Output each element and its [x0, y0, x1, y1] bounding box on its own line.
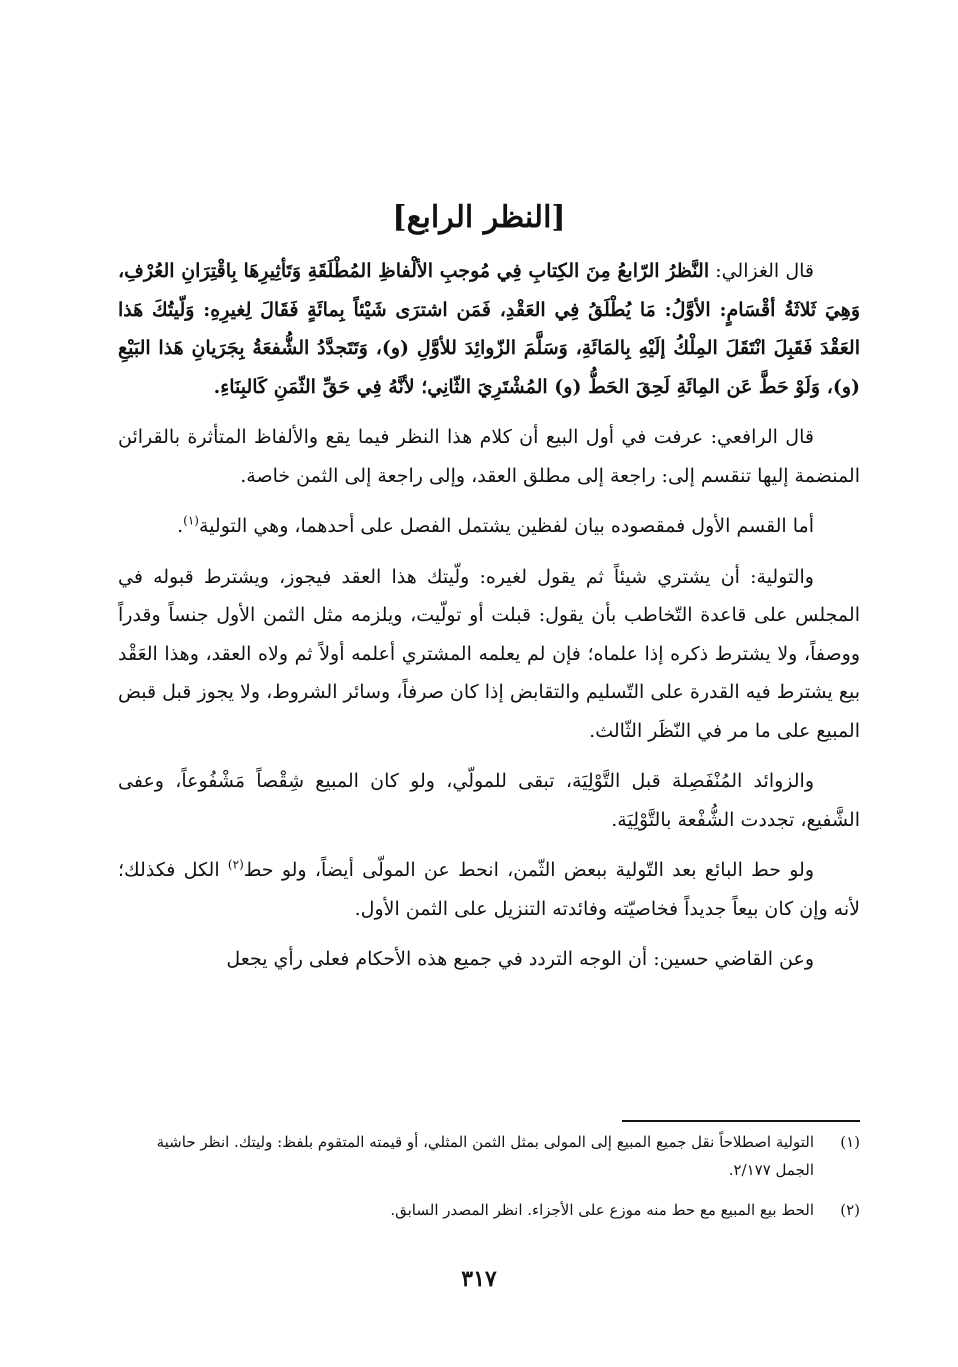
- footnote-number: (٢): [840, 1201, 860, 1219]
- paragraph-text: ولو حط البائع بعد التّولية ببعض الثّمن، انحط عن المولّى أيضاً، ولو حط: [243, 859, 815, 881]
- paragraph: [118, 851, 860, 928]
- paragraph-text: أما القسم الأول فمقصوده بيان لفظين يشتمل الفصل على أحدهما، وهي التولية: [198, 515, 814, 537]
- paragraph-text-tail: .: [177, 515, 184, 537]
- footnote-ref[interactable]: (١): [183, 513, 199, 528]
- paragraph-text: والتولية: أن يشتري شيئاً ثم يقول لغيره: ولّيتك هذا العقد فيجوز، ويشترط قبوله في المجلس على قاعدة التّخاطب بأن يقول: قبلت أو تولّيت، ويلزمه مثل الثمن الأول جنساً وقدراً ووصفاً، ولا يشترط ذكره إذا علماه؛ فإن لم يعلمه المشتري أعلمه أولاً ثم ولاه العقد، وهذا العَقْد بيع يشترط فيه القدرة على التّسليم والتقابض إذا كان صرفاً، وسائر الشروط، ولا يجوز قبل قبض المبيع على ما مر في النّظَر الثّالث.: [118, 565, 860, 742]
- paragraph: [118, 418, 860, 495]
- paragraph-text-tail: الكل فكذلك؛ لأنه وإن كان بيعاً جديداً فخاصيّته وفائدته التنزيل على الثمن الأول.: [118, 859, 860, 920]
- paragraph: [118, 762, 860, 839]
- paragraph: [118, 940, 860, 979]
- footnote-ref[interactable]: (٢): [227, 857, 244, 872]
- speaker-label: قال الغزالي:: [709, 260, 814, 282]
- paragraph: [118, 558, 860, 751]
- paragraph-text: والزوائد المُنْفَصِلة قبل التَّوْلِيَة، تبقى للمولّي، ولو كان المبيع شِقْصاً مَشْفُوعاً، وعفى الشَّفيع، تجددت الشُّفْعة بالتَّوْلِيَة.: [118, 770, 860, 831]
- paragraph-text: النَّظرُ الرّابعُ مِنَ الكِتابِ فِي مُوجبِ الألْفاظِ المُطْلَقَةِ وَتَأثِيرِهَا بِاقْتِرَانِ العُرْفِ، وَهِيَ ثَلاثَةُ أقْسَامٍ: الأوَّلُ: مَا يُطْلَقُ فِي العَقْدِ، فَمَن اشترَى شَيْئاً بِمائَةٍ فَقَالَ لِغيرِهِ: وَلّيتُكَ هَذا العَقْدَ فَقَبِلَ انْتَقَلَ المِلْكُ إلَيْهِ بِالمَائَةِ، وَسَلَّمَ الزّوائِدَ للأوَّلِ (و)، وَتَتَجدَّدُ الشُّفعَةُ بِجَرَيانِ هَذا البَيْعِ (و)، وَلَوْ حَطَّ عَن المِائَةِ لَحِقَ الحَطُّ (و) المُشْتَرِيَ الثّانِي؛ لأنَّهُ فِي حَقِّ الثّمَنِ كَالبِنَاءِ.: [118, 260, 860, 398]
- footnote: [118, 1128, 860, 1184]
- paragraph: [118, 507, 860, 546]
- footnote-text: الحط بيع المبيع مع حط منه موزع على الأجزاء. انظر المصدر السابق.: [390, 1201, 814, 1219]
- footnote: [118, 1196, 860, 1224]
- footnote-text: التولية اصطلاحاً نقل جميع المبيع إلى المولى بمثل الثمن المثلي، أو قيمته المتقوم بلفظ: وليتك. انظر حاشية الجمل ٢/١٧٧.: [156, 1133, 814, 1179]
- page-number: ٣١٧: [461, 1266, 497, 1292]
- footnote-divider: [622, 1120, 860, 1122]
- paragraph-text: وعن القاضي حسين: أن الوجه التردد في جميع هذه الأحكام فعلى رأي يجعل: [226, 948, 814, 970]
- main-text: [118, 252, 860, 991]
- footnotes: [118, 1128, 860, 1236]
- quoted-paragraph: [118, 252, 860, 406]
- section-heading: [النظر الرابع]: [392, 200, 566, 235]
- footnote-number: (١): [840, 1133, 860, 1151]
- paragraph-text: قال الرافعي: عرفت في أول البيع أن كلام هذا النظر فيما يقع والألفاظ المتأثرة بالقرائن المنضمة إليها تنقسم إلى: راجعة إلى مطلق العقد، وإلى راجعة إلى الثمن خاصة.: [118, 426, 860, 487]
